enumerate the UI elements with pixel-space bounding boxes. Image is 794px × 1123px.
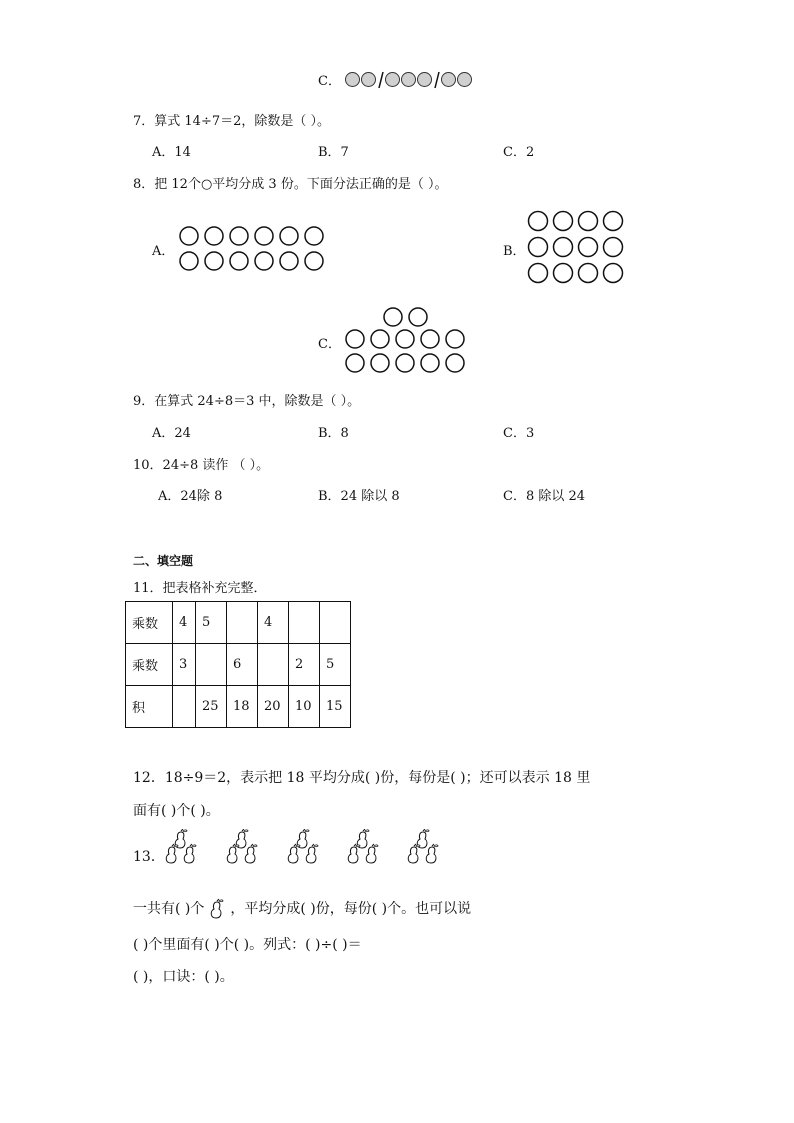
pear-group-icon	[405, 829, 451, 871]
table-cell[interactable]: 18	[227, 686, 258, 728]
pear-icon	[206, 898, 228, 920]
table-cell: 积	[126, 686, 173, 728]
circle-icon	[417, 72, 432, 87]
pear-group-icon	[163, 829, 209, 871]
q13-label: 13．	[133, 849, 165, 865]
q11-stem: 11．把表格补充完整．	[133, 581, 267, 596]
q10-option-a[interactable]: A．24除 8	[158, 489, 223, 504]
q8-option-b-circles	[526, 208, 628, 286]
q9-option-b[interactable]: B．8	[318, 426, 349, 441]
circle-icon	[361, 72, 376, 87]
section-title: 二、填空题	[133, 554, 194, 568]
table-row	[126, 686, 351, 728]
table-cell[interactable]: 25	[196, 686, 227, 728]
q7-option-b[interactable]: B．7	[318, 145, 349, 160]
pear-group-icon	[224, 829, 270, 871]
q9-option-c[interactable]: C．3	[503, 426, 535, 441]
q8-option-c-label[interactable]: C．	[318, 337, 341, 352]
table-cell[interactable]: 15	[320, 686, 351, 728]
q9-option-a[interactable]: A．24	[152, 426, 191, 441]
table-cell[interactable]	[289, 602, 320, 644]
table-cell: 4	[173, 602, 196, 644]
table-cell[interactable]	[320, 602, 351, 644]
q12-line1: 12．18÷9＝2，表示把 18 平均分成( )份，每份是( )；还可以表示 18 里	[133, 770, 591, 786]
q7-stem: 7．算式 14÷7＝2，除数是（ ）。	[133, 114, 331, 129]
table-cell[interactable]: 2	[289, 644, 320, 686]
circle-icon	[385, 72, 400, 87]
q13-line1	[133, 898, 471, 920]
q7-option-c[interactable]: C．2	[503, 145, 535, 160]
q8-option-b-label[interactable]: B．	[503, 244, 526, 259]
q13-line1-part-b: ，平均分成( )份，每份( )个。也可以说	[230, 901, 472, 917]
table-cell[interactable]	[196, 644, 227, 686]
pear-group-icon	[345, 829, 391, 871]
table-cell[interactable]: 4	[258, 602, 289, 644]
table-cell[interactable]: 5	[196, 602, 227, 644]
q10-option-b[interactable]: B．24 除以 8	[318, 489, 400, 504]
table-cell[interactable]: 5	[320, 644, 351, 686]
q13-line2: ( )个里面有( )个( )。列式：( )÷( )＝	[133, 937, 362, 953]
table-cell: 3	[173, 644, 196, 686]
q10-option-c[interactable]: C．8 除以 24	[503, 489, 586, 504]
table-cell[interactable]: 6	[227, 644, 258, 686]
q6-option-c	[318, 70, 473, 89]
circle-icon	[457, 72, 472, 87]
table-cell[interactable]: 10	[289, 686, 320, 728]
q8-option-a-circles	[178, 225, 333, 273]
circle-icon	[441, 72, 456, 87]
q6-option-c-label: C．	[318, 74, 341, 89]
q12-line2: 面有( )个( )。	[133, 803, 220, 819]
table-cell[interactable]: 20	[258, 686, 289, 728]
table-row	[126, 602, 351, 644]
slash-divider-icon	[378, 71, 384, 89]
q8-stem: 8．把 12个○平均分成 3 份。下面分法正确的是（ ）。	[133, 177, 448, 192]
table-cell[interactable]	[173, 686, 196, 728]
q11-table	[125, 601, 351, 728]
circle-icon	[345, 72, 360, 87]
table-cell[interactable]	[227, 602, 258, 644]
circle-icon	[401, 72, 416, 87]
q13-line1-part-a: 一共有( )个	[133, 901, 205, 917]
q13-line3: ( )，口诀：( )。	[133, 969, 234, 985]
table-cell[interactable]	[258, 644, 289, 686]
q8-option-c-circles	[342, 305, 470, 377]
slash-divider-icon	[434, 71, 440, 89]
q8-option-a-label[interactable]: A．	[152, 244, 175, 259]
table-row	[126, 644, 351, 686]
q9-stem: 9．在算式 24÷8＝3 中，除数是（ ）。	[133, 394, 361, 409]
table-cell: 乘数	[126, 602, 173, 644]
q7-option-a[interactable]: A．14	[152, 145, 191, 160]
q10-stem: 10．24÷8 读作 （ ）。	[133, 458, 270, 473]
pear-group-icon	[285, 829, 331, 871]
table-cell: 乘数	[126, 644, 173, 686]
